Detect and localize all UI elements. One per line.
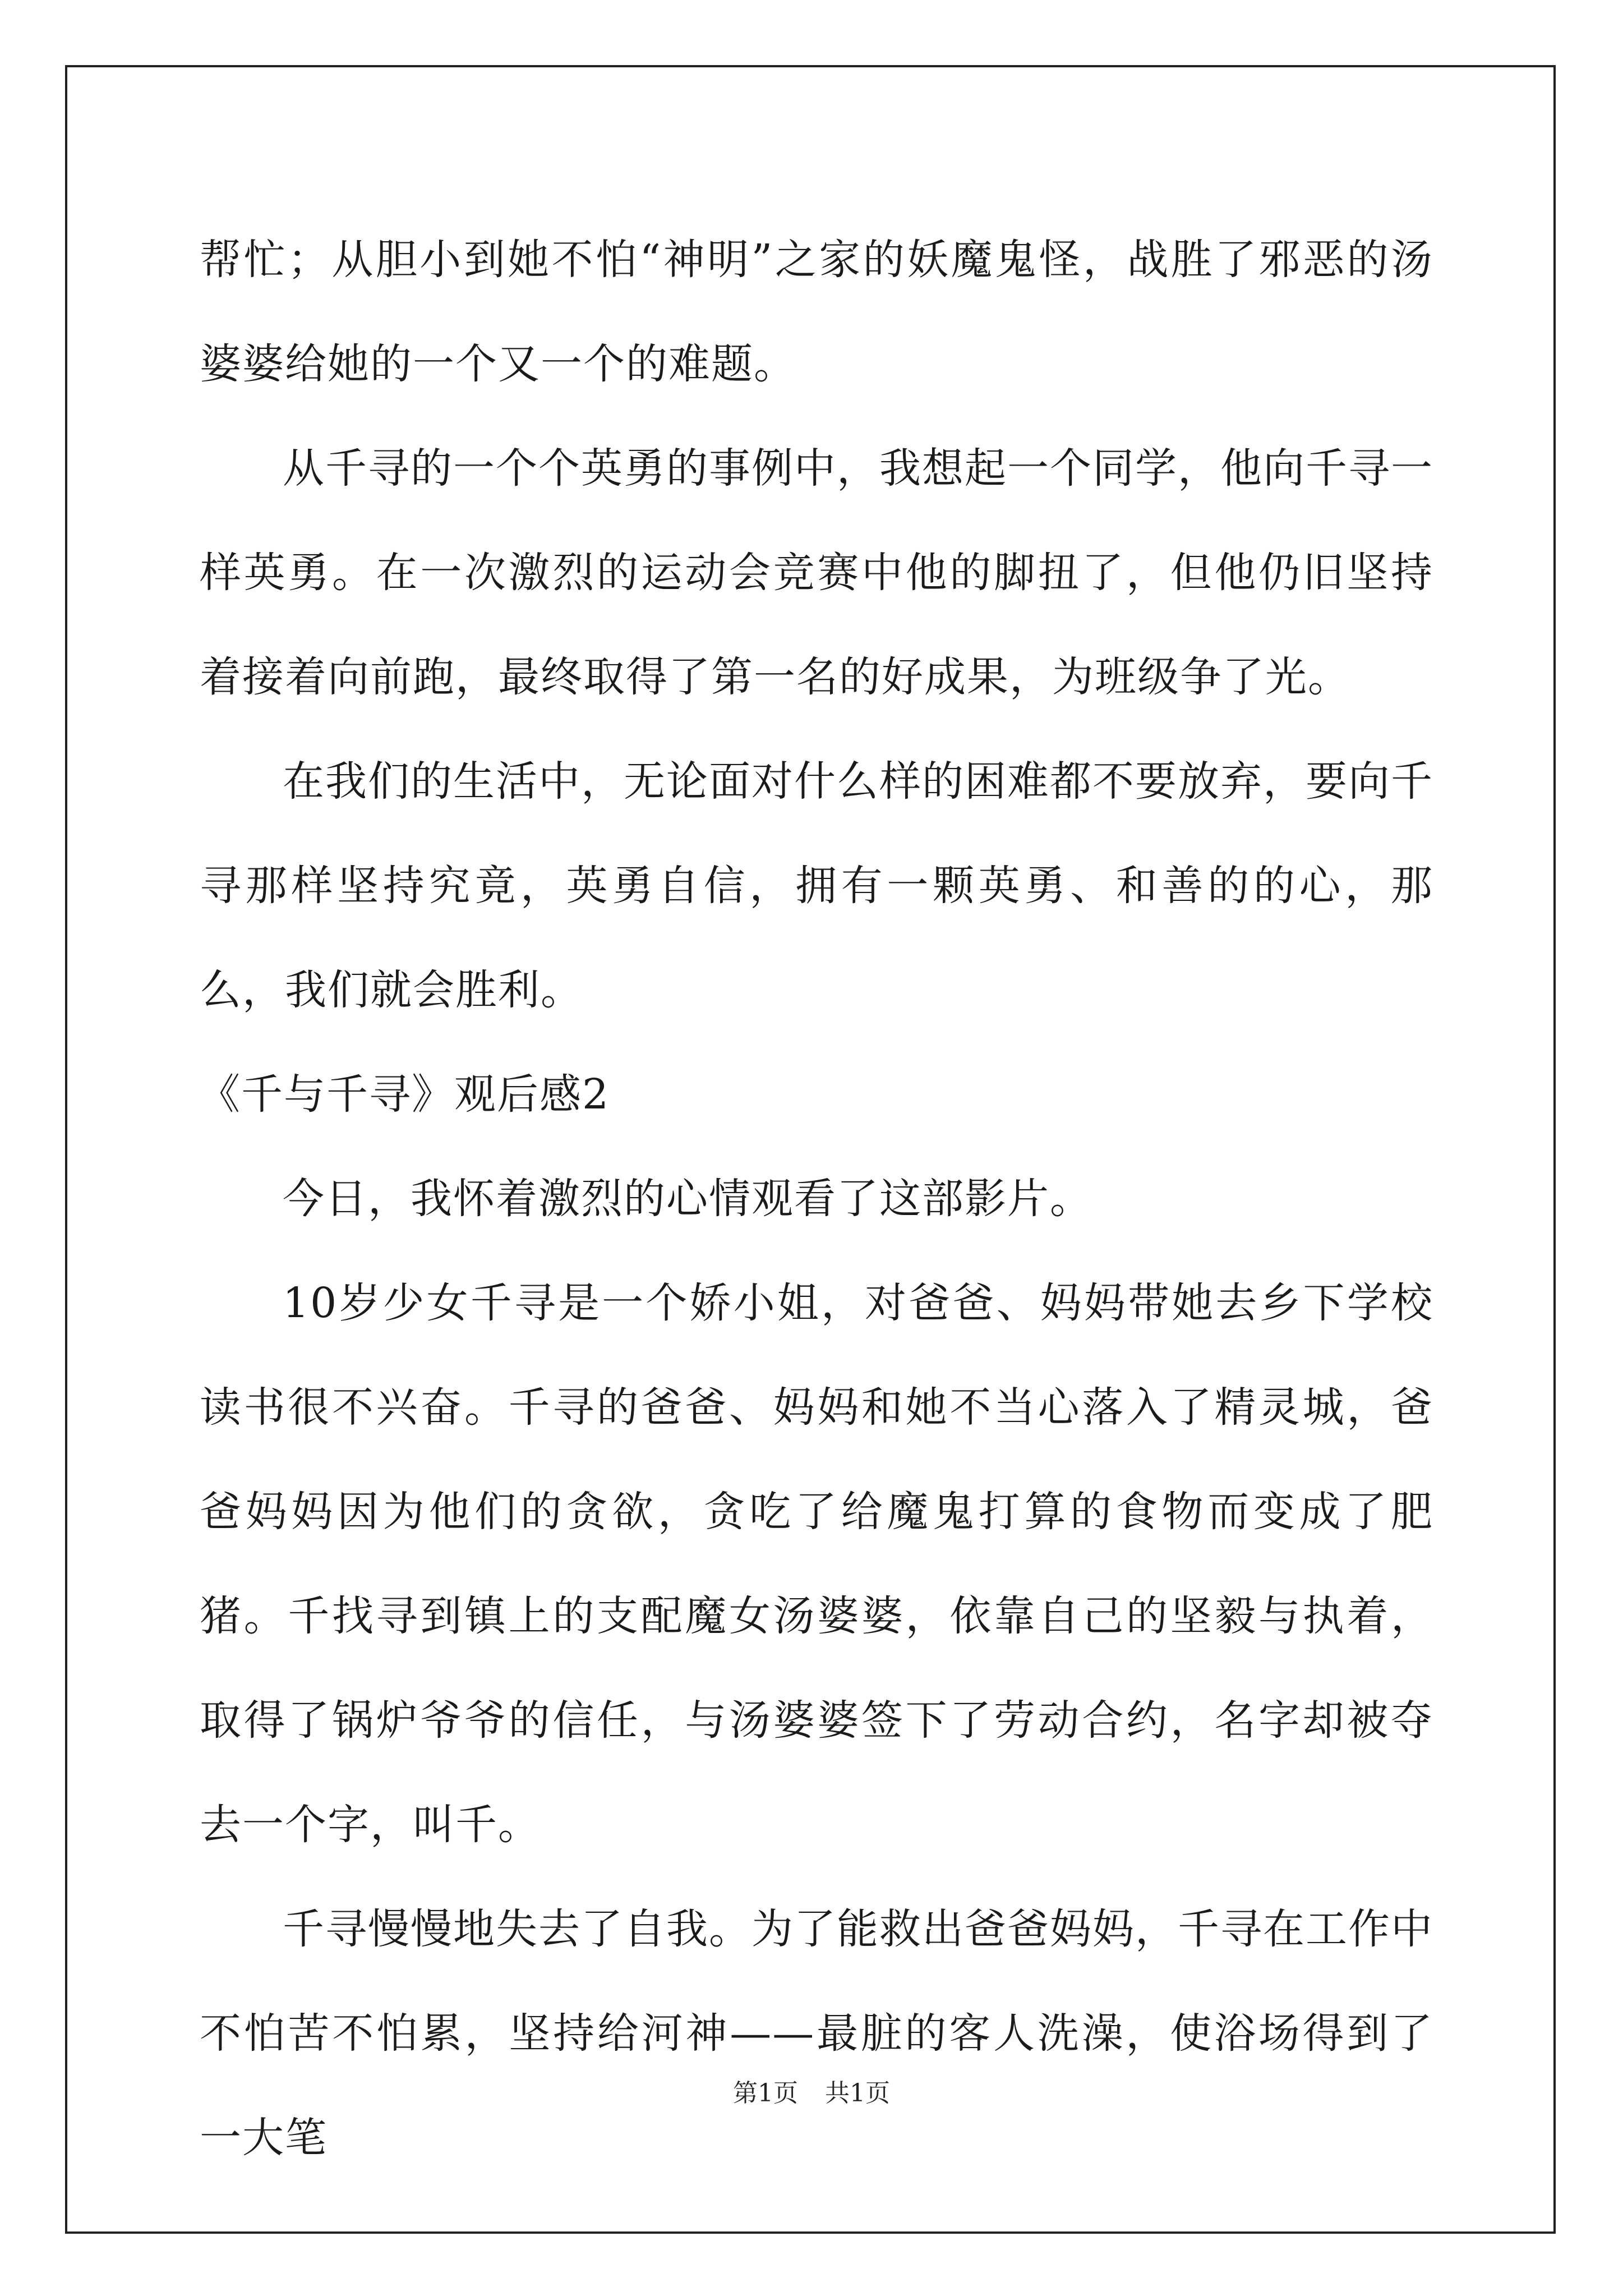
section-heading: 《千与千寻》观后感2	[199, 1070, 610, 1119]
page-number: 第1页	[733, 2079, 798, 2108]
document-body	[200, 208, 1433, 2190]
paragraph-2: 从千寻的一个个英勇的事例中，我想起一个同学，他向千寻一样英勇。在一次激烈的运动会竞赛中他的脚扭了，但他仍旧坚持着接着向前跑，最终取得了第一名的好成果，为班级争了光。	[200, 444, 1433, 701]
paragraph-6: 千寻慢慢地失去了自我。为了能救出爸爸妈妈，千寻在工作中不怕苦不怕累，坚持给河神——最脏的客人洗澡，使浴场得到了一大笔	[200, 1905, 1433, 2162]
paragraph-1: 帮忙；从胆小到她不怕“神明”之家的妖魔鬼怪，战胜了邪恶的汤婆婆给她的一个又一个的难题。	[200, 236, 1433, 388]
page-footer	[0, 2077, 1623, 2110]
paragraph-5: 10岁少女千寻是一个娇小姐，对爸爸、妈妈带她去乡下学校读书很不兴奋。千寻的爸爸、妈妈和她不当心落入了精灵城，爸爸妈妈因为他们的贪欲，贪吃了给魔鬼打算的食物而变成了肥猪。千找寻到镇上的支配魔女汤婆婆，依靠自己的坚毅与执着，取得了锅炉爷爷的信任，与汤婆婆签下了劳动合约，名字却被夺去一个字，叫千。	[200, 1279, 1433, 1849]
paragraph-4: 今日，我怀着激烈的心情观看了这部影片。	[283, 1175, 1092, 1223]
page-total: 共1页	[825, 2079, 890, 2108]
paragraph-3: 在我们的生活中，无论面对什么样的困难都不要放弃，要向千寻那样坚持究竟，英勇自信，拥有一颗英勇、和善的的心，那么，我们就会胜利。	[200, 757, 1433, 1014]
